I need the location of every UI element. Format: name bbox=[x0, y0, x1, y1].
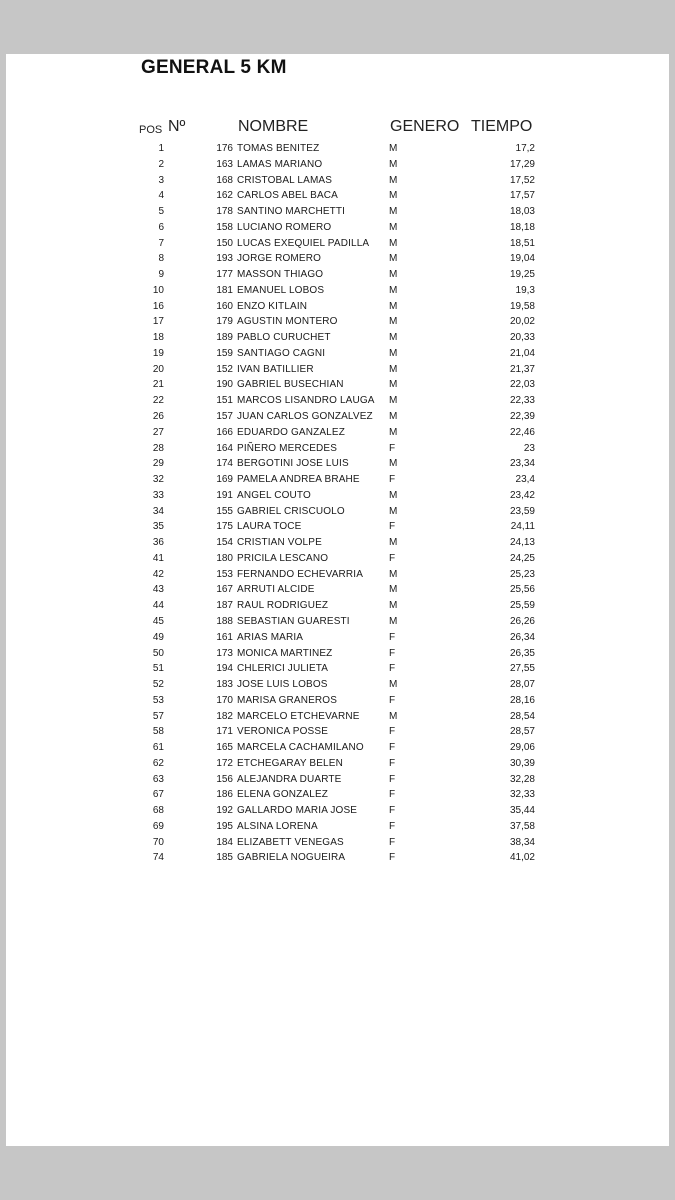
cell-tiempo: 22,39 bbox=[509, 411, 535, 423]
cell-pos: 21 bbox=[152, 379, 164, 391]
cell-genero: F bbox=[389, 647, 396, 659]
cell-tiempo: 28,57 bbox=[509, 726, 535, 738]
cell-nombre: CRISTIAN VOLPE bbox=[237, 537, 322, 549]
cell-genero: F bbox=[389, 852, 396, 864]
cell-number: 177 bbox=[216, 269, 233, 281]
table-row bbox=[0, 314, 675, 330]
cell-tiempo: 21,04 bbox=[509, 347, 535, 359]
cell-nombre: GABRIEL CRISCUOLO bbox=[237, 505, 345, 517]
cell-pos: 53 bbox=[152, 694, 164, 706]
cell-number: 154 bbox=[216, 537, 233, 549]
header-pos: POS bbox=[139, 124, 163, 136]
table-row bbox=[0, 456, 675, 472]
cell-number: 188 bbox=[216, 615, 233, 627]
table-row bbox=[0, 299, 675, 315]
table-row bbox=[0, 567, 675, 583]
cell-pos: 43 bbox=[152, 584, 164, 596]
cell-nombre: IVAN BATILLIER bbox=[237, 363, 314, 375]
table-row bbox=[0, 157, 675, 173]
cell-pos: 50 bbox=[152, 647, 164, 659]
cell-tiempo: 19,58 bbox=[509, 300, 535, 312]
cell-pos: 67 bbox=[152, 789, 164, 801]
table-row bbox=[0, 835, 675, 851]
cell-number: 157 bbox=[216, 411, 233, 423]
cell-tiempo: 26,35 bbox=[509, 647, 535, 659]
cell-number: 179 bbox=[216, 316, 233, 328]
cell-genero: M bbox=[389, 600, 398, 612]
cell-tiempo: 37,58 bbox=[509, 820, 535, 832]
cell-genero: F bbox=[389, 757, 396, 769]
cell-number: 167 bbox=[216, 584, 233, 596]
cell-nombre: MARCOS LISANDRO LAUGA bbox=[237, 395, 375, 407]
table-row bbox=[0, 582, 675, 598]
cell-nombre: GALLARDO MARIA JOSE bbox=[237, 805, 358, 817]
cell-pos: 16 bbox=[152, 300, 164, 312]
cell-nombre: JOSE LUIS LOBOS bbox=[237, 679, 328, 691]
cell-genero: M bbox=[389, 347, 398, 359]
cell-nombre: MONICA MARTINEZ bbox=[237, 647, 333, 659]
cell-nombre: GABRIEL BUSECHIAN bbox=[237, 379, 344, 391]
cell-pos: 57 bbox=[152, 710, 164, 722]
cell-tiempo: 19,04 bbox=[509, 253, 535, 265]
table-row bbox=[0, 819, 675, 835]
cell-genero: F bbox=[389, 552, 396, 564]
cell-number: 178 bbox=[216, 206, 233, 218]
cell-genero: M bbox=[389, 269, 398, 281]
cell-tiempo: 28,54 bbox=[509, 710, 535, 722]
cell-tiempo: 17,29 bbox=[509, 158, 535, 170]
cell-pos: 20 bbox=[152, 363, 164, 375]
document-title: GENERAL 5 KM bbox=[141, 57, 287, 78]
cell-genero: M bbox=[389, 363, 398, 375]
cell-nombre: SEBASTIAN GUARESTI bbox=[237, 615, 350, 627]
cell-pos: 68 bbox=[152, 805, 164, 817]
cell-pos: 45 bbox=[152, 615, 164, 627]
cell-pos: 5 bbox=[158, 206, 164, 218]
cell-nombre: LAURA TOCE bbox=[237, 521, 302, 533]
cell-genero: M bbox=[389, 300, 398, 312]
cell-genero: M bbox=[389, 174, 398, 186]
cell-number: 153 bbox=[216, 568, 233, 580]
cell-number: 168 bbox=[216, 174, 233, 186]
cell-tiempo: 32,33 bbox=[509, 789, 535, 801]
table-row bbox=[0, 267, 675, 283]
cell-nombre: MARCELO ETCHEVARNE bbox=[237, 710, 360, 722]
cell-number: 194 bbox=[216, 663, 233, 675]
cell-tiempo: 22,03 bbox=[509, 379, 535, 391]
cell-nombre: BERGOTINI JOSE LUIS bbox=[237, 458, 349, 470]
cell-nombre: MASSON THIAGO bbox=[237, 269, 324, 281]
table-row bbox=[0, 488, 675, 504]
table-row bbox=[0, 740, 675, 756]
cell-pos: 1 bbox=[158, 143, 164, 154]
cell-number: 173 bbox=[216, 647, 233, 659]
cell-genero: M bbox=[389, 237, 398, 249]
cell-genero: M bbox=[389, 710, 398, 722]
cell-tiempo: 38,34 bbox=[509, 836, 535, 848]
cell-tiempo: 25,59 bbox=[509, 600, 535, 612]
cell-tiempo: 25,56 bbox=[509, 584, 535, 596]
cell-number: 156 bbox=[216, 773, 233, 785]
table-row bbox=[0, 709, 675, 725]
cell-number: 150 bbox=[216, 237, 233, 249]
cell-genero: F bbox=[389, 789, 396, 801]
cell-tiempo: 23,59 bbox=[509, 505, 535, 517]
table-row bbox=[0, 724, 675, 740]
cell-pos: 2 bbox=[158, 158, 164, 170]
cell-pos: 62 bbox=[152, 757, 164, 769]
cell-genero: M bbox=[389, 253, 398, 265]
cell-number: 190 bbox=[216, 379, 233, 391]
cell-nombre: ALSINA LORENA bbox=[237, 820, 318, 832]
table-row bbox=[0, 803, 675, 819]
cell-tiempo: 24,25 bbox=[509, 552, 535, 564]
table-row bbox=[0, 393, 675, 409]
cell-tiempo: 26,26 bbox=[509, 615, 535, 627]
cell-tiempo: 41,02 bbox=[509, 852, 535, 864]
cell-tiempo: 22,46 bbox=[509, 426, 535, 438]
cell-genero: F bbox=[389, 631, 396, 643]
table-row bbox=[0, 141, 675, 157]
cell-number: 193 bbox=[216, 253, 233, 265]
cell-number: 158 bbox=[216, 221, 233, 233]
cell-tiempo: 21,37 bbox=[509, 363, 535, 375]
table-row bbox=[0, 441, 675, 457]
cell-tiempo: 28,07 bbox=[509, 679, 535, 691]
cell-number: 185 bbox=[216, 852, 233, 864]
cell-tiempo: 23,34 bbox=[509, 458, 535, 470]
header-tiempo: TIEMPO bbox=[471, 118, 533, 135]
cell-pos: 42 bbox=[152, 568, 164, 580]
cell-tiempo: 18,18 bbox=[509, 221, 535, 233]
cell-number: 181 bbox=[216, 284, 233, 296]
cell-pos: 10 bbox=[152, 284, 164, 296]
cell-number: 163 bbox=[216, 158, 233, 170]
cell-nombre: AGUSTIN MONTERO bbox=[237, 316, 338, 328]
cell-genero: M bbox=[389, 206, 398, 218]
cell-tiempo: 26,34 bbox=[509, 631, 535, 643]
cell-pos: 44 bbox=[152, 600, 164, 612]
table-row bbox=[0, 756, 675, 772]
table-row bbox=[0, 409, 675, 425]
cell-nombre: PAMELA ANDREA BRAHE bbox=[237, 474, 360, 486]
cell-genero: M bbox=[389, 190, 398, 202]
cell-number: 192 bbox=[216, 805, 233, 817]
cell-pos: 26 bbox=[152, 411, 164, 423]
cell-nombre: MARISA GRANEROS bbox=[237, 694, 338, 706]
cell-nombre: SANTIAGO CAGNI bbox=[237, 347, 326, 359]
cell-nombre: MARCELA CACHAMILANO bbox=[237, 742, 364, 754]
cell-tiempo: 27,55 bbox=[509, 663, 535, 675]
cell-nombre: LAMAS MARIANO bbox=[237, 158, 323, 170]
table-row bbox=[0, 661, 675, 677]
cell-tiempo: 30,39 bbox=[509, 757, 535, 769]
table-row bbox=[0, 598, 675, 614]
cell-nombre: JORGE ROMERO bbox=[237, 253, 322, 265]
cell-genero: M bbox=[389, 584, 398, 596]
cell-nombre: PIÑERO MERCEDES bbox=[237, 442, 338, 454]
cell-genero: F bbox=[389, 773, 396, 785]
cell-nombre: RAUL RODRIGUEZ bbox=[237, 600, 329, 612]
cell-genero: F bbox=[389, 442, 396, 454]
cell-nombre: ARRUTI ALCIDE bbox=[237, 584, 315, 596]
table-row bbox=[0, 188, 675, 204]
cell-genero: M bbox=[389, 615, 398, 627]
table-row bbox=[0, 220, 675, 236]
cell-tiempo: 17,2 bbox=[515, 143, 535, 154]
table-row bbox=[0, 646, 675, 662]
cell-pos: 34 bbox=[152, 505, 164, 517]
cell-number: 159 bbox=[216, 347, 233, 359]
cell-genero: F bbox=[389, 726, 396, 738]
cell-genero: F bbox=[389, 694, 396, 706]
table-row bbox=[0, 693, 675, 709]
cell-nombre: EMANUEL LOBOS bbox=[237, 284, 325, 296]
cell-pos: 29 bbox=[152, 458, 164, 470]
header-number: Nº bbox=[168, 118, 186, 135]
cell-pos: 49 bbox=[152, 631, 164, 643]
cell-tiempo: 19,25 bbox=[509, 269, 535, 281]
cell-tiempo: 20,02 bbox=[509, 316, 535, 328]
cell-pos: 61 bbox=[152, 742, 164, 754]
cell-tiempo: 17,52 bbox=[509, 174, 535, 186]
cell-nombre: LUCIANO ROMERO bbox=[237, 221, 332, 233]
cell-pos: 69 bbox=[152, 820, 164, 832]
cell-tiempo: 28,16 bbox=[509, 694, 535, 706]
cell-number: 155 bbox=[216, 505, 233, 517]
cell-number: 170 bbox=[216, 694, 233, 706]
cell-number: 172 bbox=[216, 757, 233, 769]
table-row bbox=[0, 614, 675, 630]
cell-nombre: TOMAS BENITEZ bbox=[237, 143, 320, 154]
cell-tiempo: 29,06 bbox=[509, 742, 535, 754]
cell-pos: 74 bbox=[152, 852, 164, 864]
table-row bbox=[0, 251, 675, 267]
cell-nombre: ARIAS MARIA bbox=[237, 631, 304, 643]
cell-tiempo: 17,57 bbox=[509, 190, 535, 202]
header-nombre: NOMBRE bbox=[238, 118, 309, 135]
cell-genero: M bbox=[389, 426, 398, 438]
table-row bbox=[0, 850, 675, 866]
cell-number: 162 bbox=[216, 190, 233, 202]
cell-pos: 41 bbox=[152, 552, 164, 564]
cell-genero: M bbox=[389, 505, 398, 517]
cell-nombre: FERNANDO ECHEVARRIA bbox=[237, 568, 364, 580]
cell-nombre: SANTINO MARCHETTI bbox=[237, 206, 346, 218]
cell-number: 152 bbox=[216, 363, 233, 375]
cell-number: 171 bbox=[216, 726, 233, 738]
cell-number: 166 bbox=[216, 426, 233, 438]
cell-genero: M bbox=[389, 316, 398, 328]
cell-number: 175 bbox=[216, 521, 233, 533]
cell-pos: 8 bbox=[158, 253, 164, 265]
cell-pos: 27 bbox=[152, 426, 164, 438]
cell-nombre: VERONICA POSSE bbox=[237, 726, 329, 738]
cell-tiempo: 23,4 bbox=[515, 474, 535, 486]
table-row bbox=[0, 630, 675, 646]
cell-nombre: ENZO KITLAIN bbox=[237, 300, 308, 312]
cell-nombre: GABRIELA NOGUEIRA bbox=[237, 852, 346, 864]
cell-nombre: CRISTOBAL LAMAS bbox=[237, 174, 333, 186]
cell-genero: M bbox=[389, 568, 398, 580]
cell-genero: F bbox=[389, 742, 396, 754]
cell-genero: F bbox=[389, 474, 396, 486]
cell-genero: M bbox=[389, 143, 398, 154]
cell-number: 180 bbox=[216, 552, 233, 564]
cell-nombre: ELIZABETT VENEGAS bbox=[237, 836, 344, 848]
cell-number: 184 bbox=[216, 836, 233, 848]
table-row bbox=[0, 519, 675, 535]
cell-nombre: LUCAS EXEQUIEL PADILLA bbox=[237, 237, 370, 249]
table-row bbox=[0, 472, 675, 488]
cell-number: 161 bbox=[216, 631, 233, 643]
cell-tiempo: 18,51 bbox=[509, 237, 535, 249]
cell-genero: M bbox=[389, 332, 398, 344]
cell-nombre: EDUARDO GANZALEZ bbox=[237, 426, 345, 438]
table-row bbox=[0, 236, 675, 252]
cell-pos: 3 bbox=[158, 174, 164, 186]
table-row bbox=[0, 204, 675, 220]
cell-number: 186 bbox=[216, 789, 233, 801]
cell-pos: 36 bbox=[152, 537, 164, 549]
cell-pos: 52 bbox=[152, 679, 164, 691]
cell-genero: F bbox=[389, 805, 396, 817]
cell-pos: 58 bbox=[152, 726, 164, 738]
cell-number: 176 bbox=[216, 143, 233, 154]
table-row bbox=[0, 173, 675, 189]
cell-number: 189 bbox=[216, 332, 233, 344]
cell-number: 191 bbox=[216, 489, 233, 501]
cell-tiempo: 22,33 bbox=[509, 395, 535, 407]
cell-tiempo: 23 bbox=[523, 442, 535, 454]
cell-pos: 32 bbox=[152, 474, 164, 486]
cell-pos: 51 bbox=[152, 663, 164, 675]
cell-pos: 4 bbox=[158, 190, 164, 202]
results-table bbox=[0, 141, 675, 866]
cell-tiempo: 20,33 bbox=[509, 332, 535, 344]
cell-nombre: PABLO CURUCHET bbox=[237, 332, 331, 344]
cell-genero: M bbox=[389, 221, 398, 233]
cell-genero: F bbox=[389, 663, 396, 675]
cell-pos: 63 bbox=[152, 773, 164, 785]
cell-genero: M bbox=[389, 537, 398, 549]
cell-nombre: CHLERICI JULIETA bbox=[237, 663, 329, 675]
cell-nombre: JUAN CARLOS GONZALVEZ bbox=[237, 411, 373, 423]
cell-genero: F bbox=[389, 820, 396, 832]
cell-genero: F bbox=[389, 521, 396, 533]
table-row bbox=[0, 772, 675, 788]
cell-nombre: ALEJANDRA DUARTE bbox=[237, 773, 342, 785]
cell-genero: M bbox=[389, 458, 398, 470]
table-row bbox=[0, 504, 675, 520]
cell-pos: 6 bbox=[158, 221, 164, 233]
cell-pos: 22 bbox=[152, 395, 164, 407]
cell-genero: M bbox=[389, 379, 398, 391]
header-genero: GENERO bbox=[390, 118, 460, 135]
cell-tiempo: 35,44 bbox=[509, 805, 535, 817]
cell-nombre: ANGEL COUTO bbox=[237, 489, 311, 501]
table-row bbox=[0, 362, 675, 378]
cell-pos: 19 bbox=[152, 347, 164, 359]
table-row bbox=[0, 346, 675, 362]
table-row bbox=[0, 283, 675, 299]
cell-pos: 7 bbox=[158, 237, 164, 249]
cell-number: 183 bbox=[216, 679, 233, 691]
cell-tiempo: 23,42 bbox=[509, 489, 535, 501]
cell-genero: M bbox=[389, 158, 398, 170]
cell-tiempo: 24,11 bbox=[510, 521, 535, 533]
cell-tiempo: 19,3 bbox=[515, 284, 535, 296]
table-row bbox=[0, 377, 675, 393]
cell-tiempo: 25,23 bbox=[509, 568, 535, 580]
cell-number: 174 bbox=[216, 458, 233, 470]
cell-number: 164 bbox=[216, 442, 233, 454]
table-row bbox=[0, 551, 675, 567]
table-row bbox=[0, 330, 675, 346]
table-row bbox=[0, 535, 675, 551]
cell-number: 151 bbox=[216, 395, 233, 407]
cell-number: 160 bbox=[216, 300, 233, 312]
cell-pos: 18 bbox=[152, 332, 164, 344]
cell-genero: M bbox=[389, 489, 398, 501]
cell-number: 182 bbox=[216, 710, 233, 722]
cell-number: 187 bbox=[216, 600, 233, 612]
cell-nombre: CARLOS ABEL BACA bbox=[237, 190, 338, 202]
cell-genero: F bbox=[389, 836, 396, 848]
cell-pos: 70 bbox=[152, 836, 164, 848]
cell-pos: 33 bbox=[152, 489, 164, 501]
cell-nombre: ETCHEGARAY BELEN bbox=[237, 757, 343, 769]
cell-pos: 28 bbox=[152, 442, 164, 454]
cell-number: 169 bbox=[216, 474, 233, 486]
cell-number: 195 bbox=[216, 820, 233, 832]
table-row bbox=[0, 787, 675, 803]
cell-number: 165 bbox=[216, 742, 233, 754]
cell-tiempo: 32,28 bbox=[509, 773, 535, 785]
cell-pos: 35 bbox=[152, 521, 164, 533]
cell-pos: 17 bbox=[152, 316, 164, 328]
cell-genero: M bbox=[389, 395, 398, 407]
table-row bbox=[0, 425, 675, 441]
cell-genero: M bbox=[389, 411, 398, 423]
cell-genero: M bbox=[389, 284, 398, 296]
cell-genero: M bbox=[389, 679, 398, 691]
cell-pos: 9 bbox=[158, 269, 164, 281]
table-row bbox=[0, 677, 675, 693]
cell-tiempo: 24,13 bbox=[509, 537, 535, 549]
cell-tiempo: 18,03 bbox=[509, 206, 535, 218]
cell-nombre: PRICILA LESCANO bbox=[237, 552, 329, 564]
cell-nombre: ELENA GONZALEZ bbox=[237, 789, 329, 801]
